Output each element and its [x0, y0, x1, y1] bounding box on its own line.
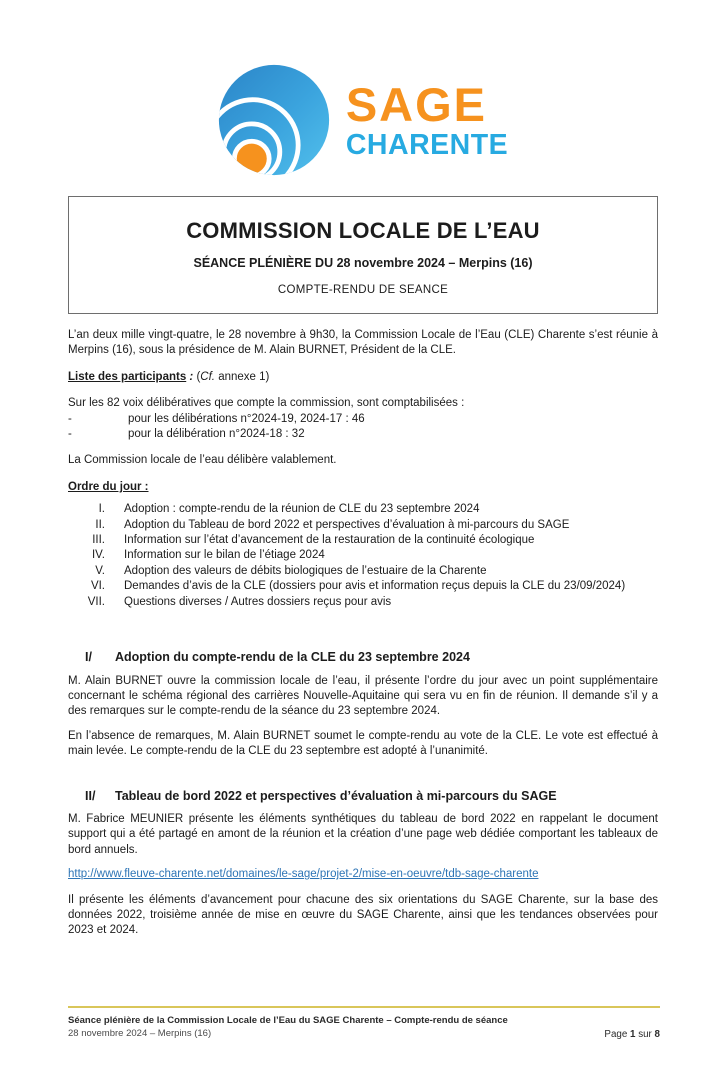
agenda-item-text: Adoption : compte-rendu de la réunion de CLE du 23 septembre 2024	[124, 503, 480, 516]
agenda-item-text: Adoption des valeurs de débits biologiques de l’estuaire de la Charente	[124, 564, 487, 577]
page-footer	[68, 1006, 660, 1040]
participants-label: Liste des participants	[68, 370, 187, 383]
title-box	[68, 196, 658, 314]
agenda-item-numeral: I.	[98, 503, 105, 516]
document-page	[0, 62, 724, 1086]
section-heading-1	[68, 650, 658, 665]
list-item	[68, 412, 658, 427]
section2-paragraph-1: M. Fabrice MEUNIER présente les éléments synthétiques du tableau de bord 2022 en rappelant le document support qui a été partagé en amont de la réunion et la création d’une page web dédiée comportant les tableaux de bord annuels.	[68, 812, 658, 856]
footer-text	[68, 1015, 508, 1040]
agenda-item-numeral: V.	[95, 564, 105, 577]
agenda-item-text: Information sur le bilan de l’étiage 2024	[124, 549, 325, 562]
document-title: COMMISSION LOCALE DE L’EAU	[186, 218, 540, 243]
document-type: COMPTE-RENDU DE SEANCE	[277, 284, 449, 296]
votes-list	[68, 412, 658, 443]
section1-paragraph-1: M. Alain BURNET ouvre la commission locale de l’eau, il présente l’ordre du jour avec un point supplémentaire concernant le schéma régional des carrières Nouvelle-Aquitaine qui sera vu en fin de réunion. Il demande s’il y a des remarques sur le compte-rendu de la séance du 23 septembre 2024.	[68, 674, 658, 718]
agenda-item-text: Adoption du Tableau de bord 2022 et perspectives d’évaluation à mi-parcours du SAGE	[124, 518, 570, 531]
section-title: Tableau de bord 2022 et perspectives d’évaluation à mi-parcours du SAGE	[115, 788, 557, 803]
agenda-item-numeral: VI.	[90, 580, 105, 593]
agenda-item	[78, 579, 658, 594]
agenda-item-numeral: III.	[92, 534, 105, 547]
tdb-link-line	[68, 867, 658, 882]
list-item	[68, 427, 658, 442]
logo-word-charente: CHARENTE	[345, 128, 509, 161]
water-sphere-logo-icon	[216, 62, 332, 178]
agenda-item	[78, 518, 658, 533]
agenda-label-line	[68, 480, 658, 495]
section-heading-2	[68, 789, 658, 804]
session-subtitle: SÉANCE PLÉNIÈRE DU 28 novembre 2024 – Merpins (16)	[193, 256, 533, 270]
agenda-item-numeral: IV.	[91, 549, 105, 562]
participants-line	[68, 370, 658, 385]
vote-item-text: pour les délibérations n°2024-19, 2024-17 : 46	[128, 412, 365, 425]
section-numeral: I/	[85, 650, 92, 665]
section1-paragraph-2: En l’absence de remarques, M. Alain BURNET soumet le compte-rendu au vote de la CLE. Le vote est effectué à main levée. Le compte-rendu de la CLE du 23 septembre est adopté à l’unanimité.	[68, 729, 658, 758]
section-numeral: II/	[85, 788, 96, 803]
sage-charente-logo	[0, 62, 724, 178]
agenda-label: Ordre du jour :	[68, 480, 149, 493]
agenda-list	[68, 502, 658, 610]
footer-session-date: 28 novembre 2024 – Merpins (16)	[68, 1027, 212, 1039]
agenda-item-numeral: VII.	[87, 595, 105, 608]
opening-paragraph: L’an deux mille vingt-quatre, le 28 novembre à 9h30, la Commission Locale de l’Eau (CLE) Charente s’est réunie à Merpins (16), sous la présidence de M. Alain BURNET, Président de la CLE.	[68, 329, 658, 357]
agenda-item	[78, 533, 658, 548]
participants-ref-open: (	[193, 370, 201, 383]
tdb-hyperlink[interactable]: http://www.fleuve-charente.net/domaines/le-sage/projet-2/mise-en-oeuvre/tdb-sage-charente	[68, 868, 539, 881]
page-number: Page 1 sur 8	[604, 1029, 660, 1040]
section-title: Adoption du compte-rendu de la CLE du 23 septembre 2024	[115, 650, 470, 665]
participants-colon: :	[186, 370, 194, 383]
agenda-item-text: Questions diverses / Autres dossiers reçus pour avis	[124, 595, 392, 608]
agenda-item	[78, 564, 658, 579]
agenda-item	[78, 548, 658, 563]
section2-paragraph-2: Il présente les éléments d’avancement pour chacune des six orientations du SAGE Charente, sur la base des données 2022, troisième année de mise en œuvre du SAGE Charente, ainsi que les tendances observées pour 2023 et 2024.	[68, 893, 658, 937]
document-body	[68, 328, 658, 939]
participants-ref-cf: Cf.	[200, 370, 215, 383]
logo-wordmark	[345, 77, 509, 161]
vote-item-text: pour la délibération n°2024-18 : 32	[128, 428, 305, 441]
footer-document-title: Séance plénière de la Commission Locale de l’Eau du SAGE Charente – Compte-rendu de séance	[68, 1015, 508, 1026]
agenda-item-text: Information sur l’état d’avancement de la restauration de la continuité écologique	[124, 534, 535, 547]
agenda-item	[78, 502, 658, 517]
logo-word-sage: SAGE	[345, 77, 488, 131]
dash-bullet: -	[68, 428, 72, 441]
votes-conclusion: La Commission locale de l’eau délibère valablement.	[68, 454, 337, 467]
votes-intro: Sur les 82 voix délibératives que compte la commission, sont comptabilisées :	[68, 397, 465, 410]
agenda-item	[78, 595, 658, 610]
agenda-item-text: Demandes d’avis de la CLE (dossiers pour avis et information reçus depuis la CLE du 23/09/2024)	[124, 580, 626, 593]
agenda-item-numeral: II.	[95, 518, 105, 531]
participants-ref-rest: annexe 1)	[215, 370, 270, 383]
dash-bullet: -	[68, 412, 72, 425]
